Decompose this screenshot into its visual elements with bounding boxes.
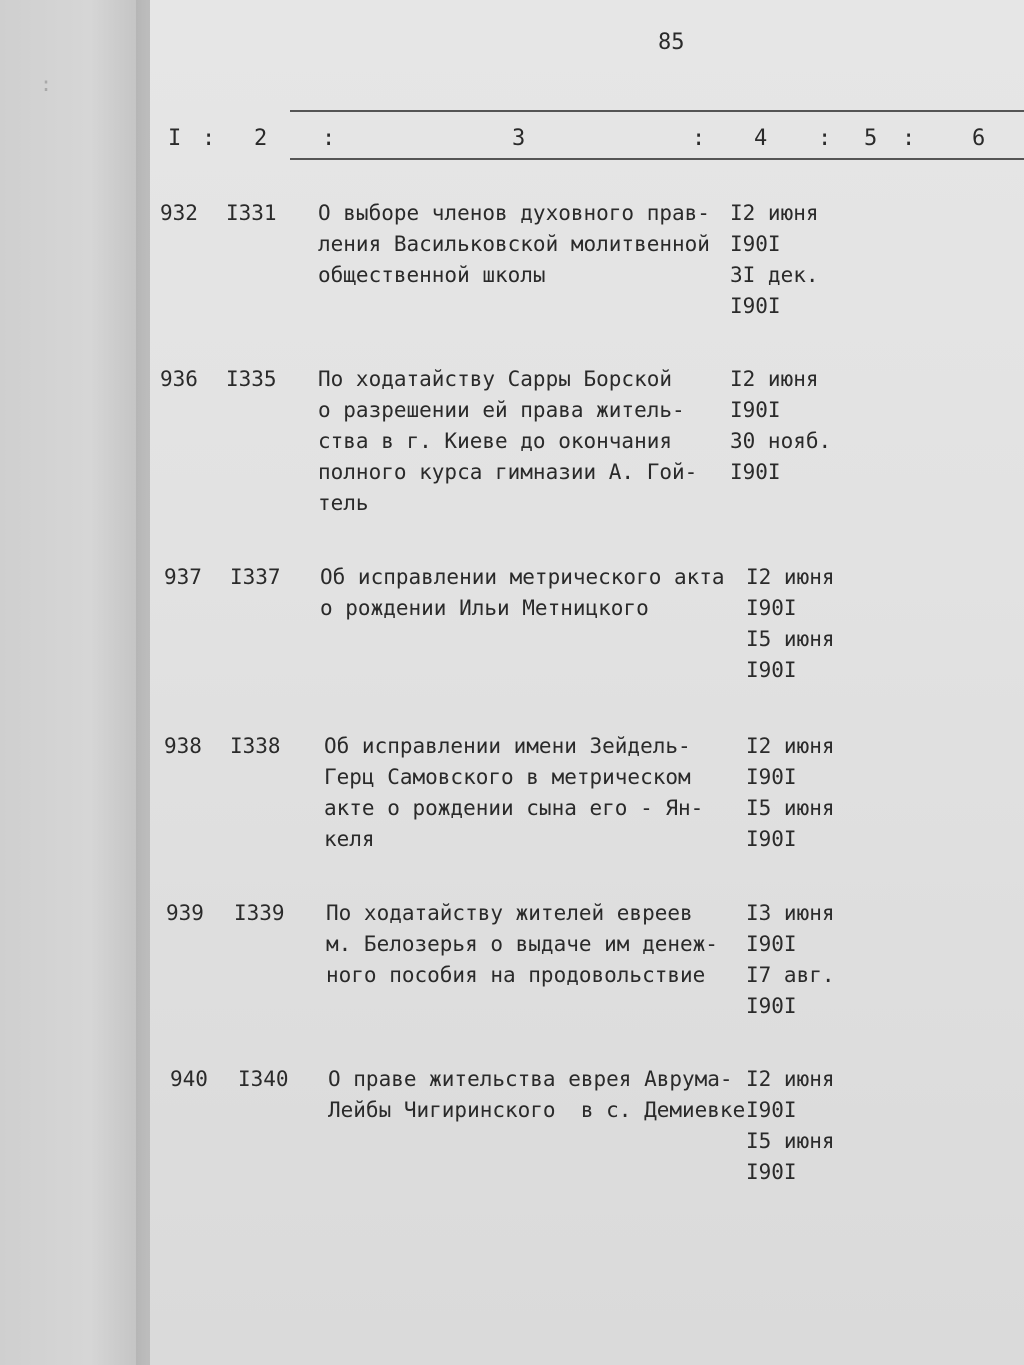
entry-number: 937 [164, 565, 202, 589]
entry-date: I2 июня [730, 201, 819, 225]
entry-date: I90I [746, 994, 797, 1018]
entry-title-line: О выборе членов духовного прав- [318, 201, 710, 225]
entry-date: 3I дек. [730, 263, 819, 287]
entry-date: I90I [746, 1098, 797, 1122]
column-header-3: 3 [512, 126, 526, 151]
entry-title-line: м. Белозерья о выдаче им денеж- [326, 932, 718, 956]
book-spine [136, 0, 150, 1365]
entry-title-line: Герц Самовского в метрическом [324, 765, 691, 789]
column-separator: : [322, 126, 336, 151]
entry-date: 30 нояб. [730, 429, 832, 453]
entry-title-line: О праве жительства еврея Аврума- [328, 1067, 733, 1091]
entry-title-line: о рождении Ильи Метницкого [320, 596, 649, 620]
entry-title-line: общественной школы [318, 263, 546, 287]
entry-number: 932 [160, 201, 198, 225]
entry-date: I90I [746, 932, 797, 956]
entry-date: I7 авг. [746, 963, 835, 987]
column-header-6: 6 [972, 126, 986, 151]
entry-title-line: По ходатайству жителей евреев [326, 901, 693, 925]
entry-date: I5 июня [746, 796, 835, 820]
entry-date: I2 июня [730, 367, 819, 391]
entry-date: I90I [730, 232, 781, 256]
entry-date: I90I [746, 1160, 797, 1184]
column-separator: : [692, 126, 706, 151]
column-separator: : [902, 126, 916, 151]
column-header-5: 5 [864, 126, 878, 151]
entry-code: I331 [226, 201, 277, 225]
column-separator: : [202, 126, 216, 151]
entry-code: I340 [238, 1067, 289, 1091]
entry-title-line: о разрешении ей права житель- [318, 398, 685, 422]
facing-page-mark: : [40, 72, 53, 96]
entry-date: I90I [746, 765, 797, 789]
entry-date: I2 июня [746, 734, 835, 758]
entry-code: I338 [230, 734, 281, 758]
entry-title-line: Об исправлении имени Зейдель- [324, 734, 691, 758]
column-header-1: I [168, 126, 182, 151]
entry-number: 940 [170, 1067, 208, 1091]
entry-date: I2 июня [746, 1067, 835, 1091]
entry-date: I5 июня [746, 1129, 835, 1153]
entry-date: I90I [746, 596, 797, 620]
column-header-4: 4 [754, 126, 768, 151]
entry-date: I2 июня [746, 565, 835, 589]
entry-code: I337 [230, 565, 281, 589]
entry-title-line: акте о рождении сына его - Ян- [324, 796, 704, 820]
entry-date: I3 июня [746, 901, 835, 925]
entry-date: I90I [730, 460, 781, 484]
entry-number: 936 [160, 367, 198, 391]
entry-number: 939 [166, 901, 204, 925]
header-bottom-rule [290, 158, 1024, 160]
entry-title-line: Лейбы Чигиринского в с. Демиевке [328, 1098, 746, 1122]
entry-title-line: ного пособия на продовольствие [326, 963, 706, 987]
entry-title-line: келя [324, 827, 375, 851]
entry-number: 938 [164, 734, 202, 758]
page-number: 85 [658, 30, 685, 55]
entry-code: I335 [226, 367, 277, 391]
entry-date: I90I [746, 827, 797, 851]
entry-title-line: ления Васильковской молитвенной [318, 232, 710, 256]
header-top-rule [290, 110, 1024, 112]
entry-code: I339 [234, 901, 285, 925]
entry-date: I90I [746, 658, 797, 682]
column-separator: : [818, 126, 832, 151]
entry-date: I90I [730, 398, 781, 422]
column-header-2: 2 [254, 126, 268, 151]
entry-title-line: Об исправлении метрического акта [320, 565, 725, 589]
entry-title-line: ства в г. Киеве до окончания [318, 429, 673, 453]
facing-page [0, 0, 150, 1365]
document-page [150, 0, 1024, 1365]
entry-title-line: тель [318, 491, 369, 515]
entry-date: I90I [730, 294, 781, 318]
entry-date: I5 июня [746, 627, 835, 651]
entry-title-line: По ходатайству Сарры Борской [318, 367, 673, 391]
entry-title-line: полного курса гимназии А. Гой- [318, 460, 698, 484]
